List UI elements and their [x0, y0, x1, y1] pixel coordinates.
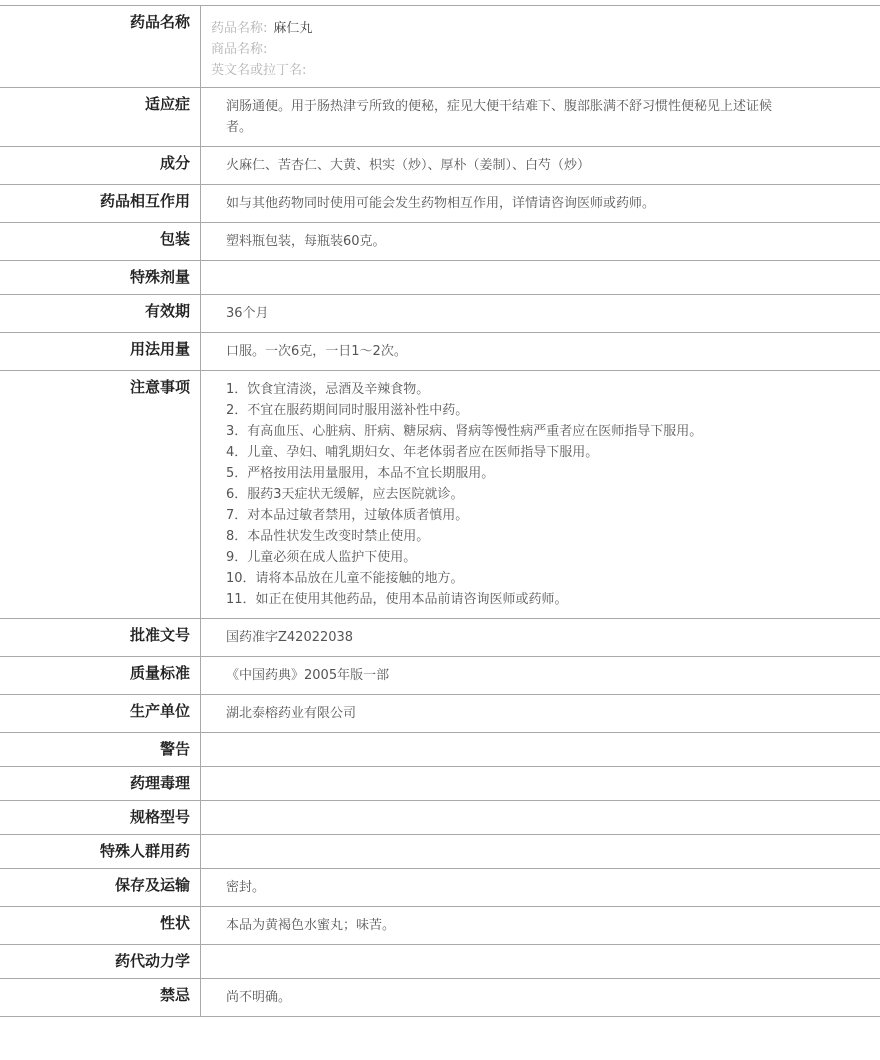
row-shelf-life: [0, 295, 880, 333]
storage-heading: 保存及运输: [0, 869, 201, 907]
row-quality-standard: [0, 657, 880, 695]
precaution-item-11: 11．如正在使用其他药品，使用本品前请咨询医师或药师。: [226, 592, 568, 607]
packaging-value: 塑料瓶包装，每瓶装60克。: [226, 234, 386, 249]
manufacturer-heading: 生产单位: [0, 695, 201, 733]
precautions-list: [201, 371, 880, 619]
precaution-item-10: 10．请将本品放在儿童不能接触的地方。: [226, 571, 464, 586]
interactions-heading: 药品相互作用: [0, 185, 201, 223]
row-pharmacology: [0, 767, 880, 801]
english-name-line: [211, 60, 790, 81]
precaution-item-1: 1．饮食宜清淡，忌酒及辛辣食物。: [226, 382, 430, 397]
pharmacokinetics-value: [201, 945, 880, 979]
precautions-heading: 注意事项: [0, 371, 201, 619]
shelf-life-value: 36个月: [226, 306, 269, 321]
row-drug-name: [0, 6, 880, 88]
pharmacology-heading: 药理毒理: [0, 767, 201, 801]
english-name-label: 英文名或拉丁名:: [211, 63, 307, 78]
description-value: 本品为黄褐色水蜜丸；味苦。: [226, 918, 396, 933]
indications-heading: 适应症: [0, 88, 201, 147]
specification-heading: 规格型号: [0, 801, 201, 835]
row-special-populations: [0, 835, 880, 869]
precaution-item-2: 2．不宜在服药期间同时服用滋补性中药。: [226, 403, 469, 418]
row-description: [0, 907, 880, 945]
special-dosage-heading: 特殊剂量: [0, 261, 201, 295]
precaution-item-5: 5．严格按用法用量服用，本品不宜长期服用。: [226, 466, 495, 481]
row-contraindications: [0, 979, 880, 1017]
manufacturer-value: 湖北泰榕药业有限公司: [226, 706, 357, 721]
quality-standard-heading: 质量标准: [0, 657, 201, 695]
precaution-item-8: 8．本品性状发生改变时禁止使用。: [226, 529, 430, 544]
row-ingredients: [0, 147, 880, 185]
packaging-heading: 包装: [0, 223, 201, 261]
shelf-life-heading: 有效期: [0, 295, 201, 333]
generic-name-line: [211, 18, 790, 39]
ingredients-heading: 成分: [0, 147, 201, 185]
trade-name-line: [211, 39, 790, 60]
row-special-dosage: [0, 261, 880, 295]
pharmacology-value: [201, 767, 880, 801]
usage-heading: 用法用量: [0, 333, 201, 371]
drug-name-cell: [201, 6, 880, 88]
row-specification: [0, 801, 880, 835]
precaution-item-4: 4．儿童、孕妇、哺乳期妇女、年老体弱者应在医师指导下服用。: [226, 445, 599, 460]
approval-number-heading: 批准文号: [0, 619, 201, 657]
usage-value: 口服。一次6克，一日1～2次。: [226, 344, 407, 359]
contraindications-value: 尚不明确。: [226, 990, 292, 1005]
special-populations-heading: 特殊人群用药: [0, 835, 201, 869]
approval-number-value: 国药准字Z42022038: [226, 630, 354, 645]
precaution-item-6: 6．服药3天症状无缓解，应去医院就诊。: [226, 487, 464, 502]
storage-value: 密封。: [226, 880, 266, 895]
row-interactions: [0, 185, 880, 223]
special-dosage-value: [201, 261, 880, 295]
row-storage: [0, 869, 880, 907]
warning-value: [201, 733, 880, 767]
precaution-item-9: 9．儿童必须在成人监护下使用。: [226, 550, 417, 565]
warning-heading: 警告: [0, 733, 201, 767]
row-approval-number: [0, 619, 880, 657]
description-heading: 性状: [0, 907, 201, 945]
pharmacokinetics-heading: 药代动力学: [0, 945, 201, 979]
row-packaging: [0, 223, 880, 261]
precaution-item-3: 3．有高血压、心脏病、肝病、糖尿病、肾病等慢性病严重者应在医师指导下服用。: [226, 424, 703, 439]
quality-standard-value: 《中国药典》2005年版一部: [226, 668, 390, 683]
generic-name-label: 药品名称:: [211, 21, 268, 36]
precaution-item-7: 7．对本品过敏者禁用，过敏体质者慎用。: [226, 508, 469, 523]
special-populations-value: [201, 835, 880, 869]
drug-name-heading: 药品名称: [0, 6, 201, 88]
row-usage: [0, 333, 880, 371]
ingredients-value: 火麻仁、苦杏仁、大黄、枳实（炒）、厚朴（姜制）、白芍（炒）: [226, 158, 591, 173]
row-manufacturer: [0, 695, 880, 733]
contraindications-heading: 禁忌: [0, 979, 201, 1017]
row-precautions: [0, 371, 880, 619]
row-indications: [0, 88, 880, 147]
row-warning: [0, 733, 880, 767]
indications-value: 润肠通便。用于肠热津亏所致的便秘，症见大便干结难下、腹部胀满不舒习惯性便秘见上述证候者。: [226, 99, 773, 135]
row-pharmacokinetics: [0, 945, 880, 979]
specification-value: [201, 801, 880, 835]
interactions-value: 如与其他药物同时使用可能会发生药物相互作用，详情请咨询医师或药师。: [226, 196, 656, 211]
generic-name-value: 麻仁丸: [273, 21, 313, 36]
drug-spec-table: [0, 5, 880, 1017]
trade-name-label: 商品名称:: [211, 42, 268, 57]
